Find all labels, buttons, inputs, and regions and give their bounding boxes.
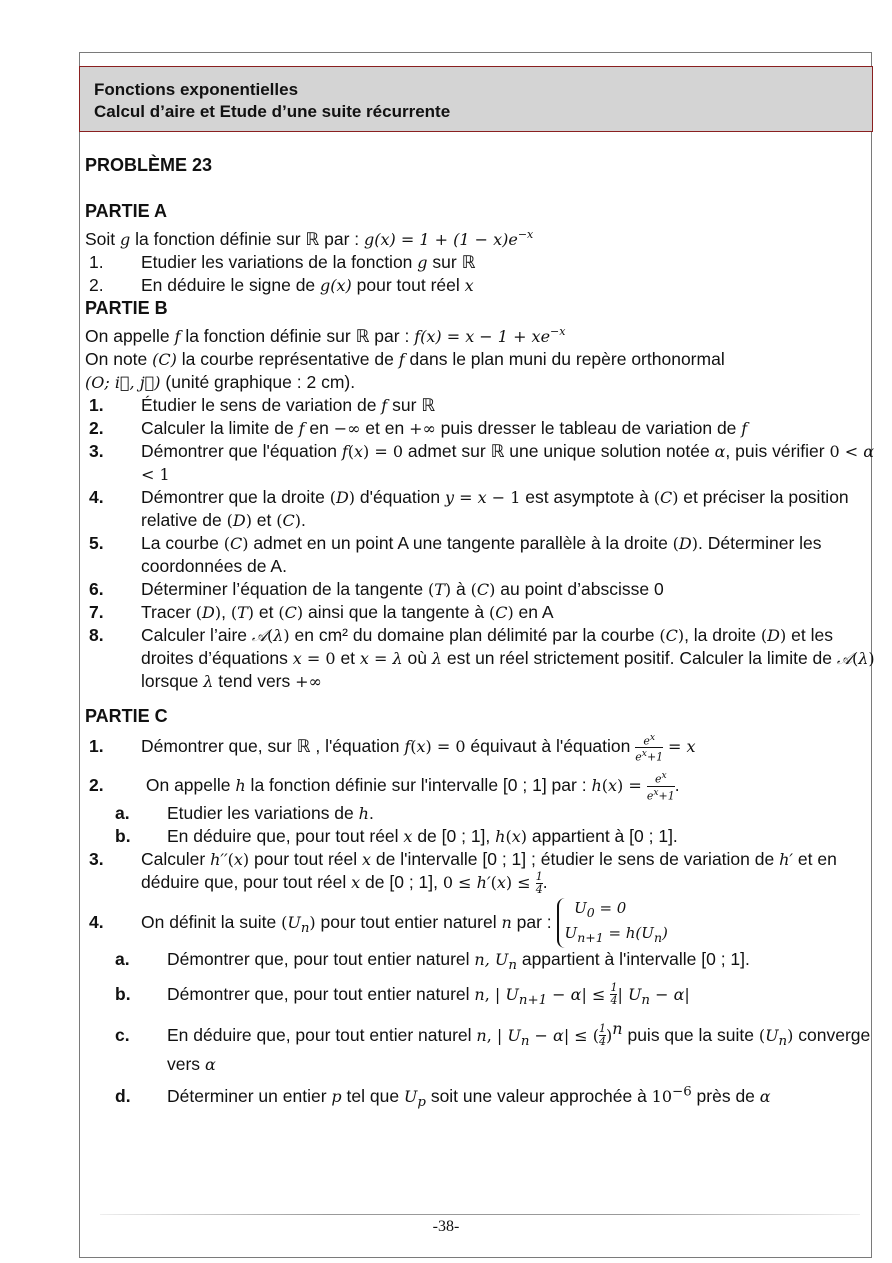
part-c-item-1-number: 1. [89,736,104,757]
part-b-item-8 [89,624,875,693]
part-c-item-4-c-number: c. [115,1024,130,1045]
part-c-item-1 [89,731,875,764]
part-c-item-1-text: Démontrer que, sur ℝ , l'équation f(x) = 0 équivaut à l'équation $\frac{e^x}{e^x+1}$ = x [141,731,696,764]
part-c-item-4-b-number: b. [115,983,131,1004]
part-c-item-4-d [113,1081,875,1115]
part-b-item-6-number: 6. [89,578,104,599]
part-c-list [85,732,875,1115]
part-b-item-8-number: 8. [89,624,104,645]
part-b-item-5 [89,532,875,578]
part-c-item-2-b-text: En déduire que, pour tout réel x de [0 ; 1], h(x) appartient à [0 ; 1]. [167,826,678,847]
part-b-intro-1: On appelle f la fonction définie sur ℝ par : $f(x) = x - 1 + xe^{-x}$ [85,324,566,346]
part-b-item-2 [89,417,875,440]
problem-content [85,154,875,1114]
part-b-title: PARTIE B [85,297,168,318]
part-c-title: PARTIE C [85,705,168,726]
part-b-list [85,394,875,693]
part-c-item-2-a [113,802,875,825]
part-c-item-4-b [113,982,875,1011]
part-b-item-8-text: Calculer l’aire 𝒜(λ) en cm² du domaine plan délimité par la courbe (C), la droite (D) et les droites d’équations x = 0 et x = λ où λ est un réel strictement positif. Calculer la limite de 𝒜(λ) lorsque λ tend vers +∞ [141,624,875,691]
chapter-title: Fonctions exponentielles [94,80,299,99]
part-c-item-4-d-number: d. [115,1086,131,1107]
part-b-item-4-number: 4. [89,486,104,507]
footer-divider [100,1214,860,1215]
part-b-item-7-number: 7. [89,601,104,622]
part-b-item-1-text: Étudier le sens de variation de f sur ℝ [141,394,436,415]
part-b-item-1-number: 1. [89,394,104,415]
part-c-item-4-d-text: Déterminer un entier p tel que $U_p$ soit une valeur approchée à $10^{-6}$ près de α [167,1084,771,1111]
part-b-item-1 [89,394,875,417]
part-a-item-1: 1. Etudier les variations de la fonction g sur ℝ [89,251,476,272]
part-c-item-2-a-number: a. [115,803,130,824]
part-b-item-3-number: 3. [89,440,104,461]
page-number: -38- [432,1218,460,1235]
part-c-item-2-b [113,825,875,848]
part-b-item-5-number: 5. [89,532,104,553]
part-c-item-2-b-number: b. [115,826,131,847]
part-b-item-3-text: Démontrer que l'équation f(x) = 0 admet sur ℝ une unique solution notée α, puis vérifier 0 < α < 1 [141,440,875,484]
part-c-item-3-text: Calculer h′′(x) pour tout réel x de l'intervalle [0 ; 1] ; étudier le sens de variation de h′ et en déduire que, pour tout réel x de [0 ; 1], 0 ≤ h′(x) ≤ $\frac{1}{4}$ . [141,849,837,897]
part-b-item-4-text: Démontrer que la droite (D) d'équation y = x − 1 est asymptote à (C) et préciser la position relative de (D) et (C). [141,486,849,530]
part-b-item-4 [89,486,875,532]
part-c-item-4-b-text: Démontrer que, pour tout entier naturel n, | $U_{n+1} - \alpha|$ ≤ $\frac{1}{4}$ | $U_n - \alpha|$ [167,981,690,1008]
part-c-item-2-number: 2. [89,774,104,795]
part-c-item-2-text: On appelle h la fonction définie sur l'intervalle [0 ; 1] par : h(x) = $\frac{e^x}{e^x+1}$ . [141,769,680,803]
part-c-item-4-a [113,948,875,977]
part-b-item-5-text: La courbe (C) admet en un point A une tangente parallèle à la droite (D). Déterminer les coordonnées de A. [141,532,822,576]
part-b-intro-3: (O; i⃗, j⃗) (unité graphique : 2 cm). [85,371,356,392]
part-c-item-4-text: On définit la suite $(U_n)$ pour tout entier naturel n par : $U_0 = 0$ $U_{n+1} = h(U_n)$ [141,912,668,932]
part-c-item-3-number: 3. [89,849,104,870]
part-b-item-7-text: Tracer (D), (T) et (C) ainsi que la tangente à (C) en A [141,601,554,622]
part-b-item-7 [89,601,875,624]
part-b-intro-2: On note (C) la courbe représentative de f dans le plan muni du repère orthonormal [85,348,725,369]
part-a-intro: Soit g la fonction définie sur ℝ par : $g(x) = 1 + (1 - x)e^{-x}$ [85,228,534,249]
part-c-item-4-c-text: En déduire que, pour tout entier naturel n, | $U_n - \alpha|$ ≤ ( $\frac{1}{4}$ )$^n$ puis que la suite $(U_n)$ converge vers α [167,1018,871,1074]
part-c-item-4-c [113,1017,875,1076]
part-b-item-6-text: Déterminer l’équation de la tangente (T) à (C) au point d’abscisse 0 [141,578,664,599]
part-b-item-2-number: 2. [89,417,104,438]
part-c-item-4-number: 4. [89,911,104,932]
part-c-item-4-a-number: a. [115,949,130,970]
part-a-title: PARTIE A [85,201,168,221]
part-c-item-4 [89,898,875,948]
part-b-item-3 [89,440,875,486]
chapter-subtitle: Calcul d’aire et Etude d’une suite récurrente [94,102,451,121]
part-c-item-2 [89,769,875,803]
part-b-item-6 [89,578,875,601]
part-b-item-2-text: Calculer la limite de f en −∞ et en +∞ puis dresser le tableau de variation de f [141,417,748,438]
chapter-header [79,66,873,132]
part-c-item-4-a-text: Démontrer que, pour tout entier naturel n, $U_n$ appartient à l'intervalle [0 ; 1]. [167,949,750,974]
problem-title: PROBLÈME 23 [85,155,213,175]
part-c-item-2-a-text: Etudier les variations de h. [167,803,374,824]
part-a-item-2: 2. En déduire le signe de g(x) pour tout réel x [89,274,474,295]
part-c-item-3 [89,848,875,897]
